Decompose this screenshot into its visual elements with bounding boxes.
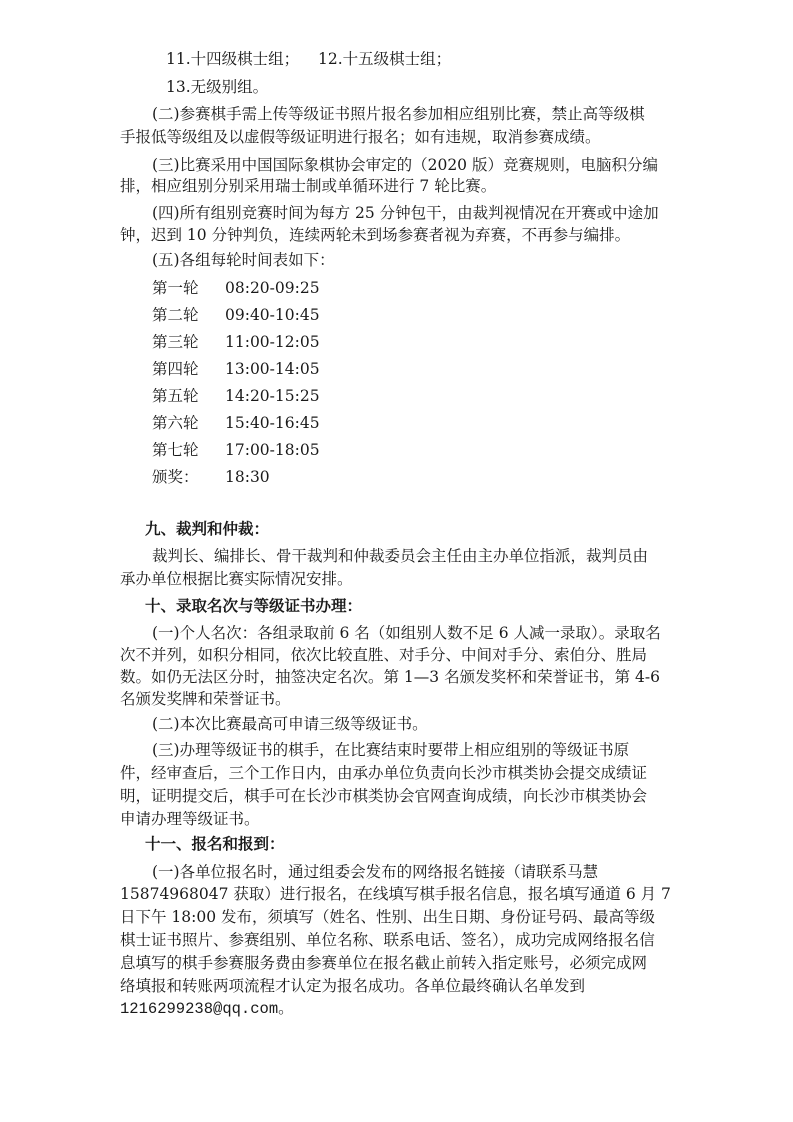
section-10-p3-line-3: 明，证明提交后，棋手可在长沙市棋类协会官网查询成绩，向长沙市棋类协会 — [120, 787, 648, 805]
schedule-round-label: 第一轮 — [152, 279, 199, 297]
schedule-round-label: 第四轮 — [152, 360, 199, 378]
section-10-heading: 十、录取名次与等级证书办理： — [145, 596, 363, 615]
section-11-heading: 十一、报名和报到： — [145, 834, 285, 853]
schedule-round-time: 11:00-12:05 — [225, 333, 320, 351]
rule-3-line-2: 排，相应组别分别采用瑞士制或单循环进行 7 轮比赛。 — [120, 177, 497, 195]
section-9-line-2: 承办单位根据比赛实际情况安排。 — [120, 570, 353, 588]
schedule-row — [152, 467, 270, 487]
group-item-12: 12.十五级棋士组； — [318, 50, 452, 68]
section-10-p1-line-4: 名颁发奖牌和荣誉证书。 — [120, 690, 291, 708]
schedule-row — [152, 440, 320, 460]
section-10-p1-line-1: (一)个人名次：各组录取前 6 名（如组别人数不足 6 人减一录取）。录取名 — [152, 624, 661, 642]
schedule-row — [152, 305, 320, 325]
rule-5-line-1: (五)各组每轮时间表如下： — [152, 251, 335, 269]
schedule-row — [152, 386, 320, 406]
section-10-p3-line-4: 申请办理等级证书。 — [120, 810, 260, 828]
schedule-round-time: 09:40-10:45 — [225, 306, 320, 324]
rule-4-line-1: (四)所有组别竞赛时间为每方 25 分钟包干，由裁判视情况在开赛或中途加 — [152, 204, 659, 222]
schedule-round-label: 第五轮 — [152, 387, 199, 405]
schedule-round-time: 15:40-16:45 — [225, 414, 320, 432]
section-11-p1-line-6: 络填报和转账两项流程才认定为报名成功。各单位最终确认名单发到 — [120, 977, 586, 995]
schedule-row — [152, 332, 320, 352]
section-11-p1-line-3: 日下午 18:00 发布，须填写（姓名、性别、出生日期、身份证号码、最高等级 — [120, 908, 656, 926]
section-11-p1-line-4: 棋士证书照片、参赛组别、单位名称、联系电话、签名），成功完成网络报名信 — [120, 931, 655, 949]
section-10-p1-line-2: 次不并列，如积分相同，依次比较直胜、对手分、中间对手分、索伯分、胜局 — [120, 646, 648, 664]
schedule-round-time: 17:00-18:05 — [225, 441, 320, 459]
schedule-row — [152, 278, 320, 298]
schedule-round-time: 13:00-14:05 — [225, 360, 320, 378]
section-10-p1-line-3: 数。如仍无法区分时，抽签决定名次。第 1—3 名颁发奖杯和荣誉证书，第 4-6 — [120, 668, 660, 686]
schedule-row — [152, 413, 320, 433]
schedule-row — [152, 359, 320, 379]
section-10-p3-line-2: 件，经审查后，三个工作日内，由承办单位负责向长沙市棋类协会提交成绩证 — [120, 764, 648, 782]
section-9-heading: 九、裁判和仲裁： — [145, 519, 270, 538]
section-10-p2-line-1: (二)本次比赛最高可申请三级等级证书。 — [152, 715, 428, 733]
section-11-p1-line-5: 息填写的棋手参赛服务费由参赛单位在报名截止前转入指定账号，必须完成网 — [120, 954, 648, 972]
schedule-round-time: 08:20-09:25 — [225, 279, 320, 297]
section-10-p3-line-1: (三)办理等级证书的棋手，在比赛结束时要带上相应组别的等级证书原 — [152, 741, 630, 759]
schedule-round-label: 第六轮 — [152, 414, 199, 432]
group-item-11: 11.十四级棋士组； — [166, 50, 300, 68]
rule-3-line-1: (三)比赛采用中国国际象棋协会审定的（2020 版）竞赛规则，电脑积分编 — [152, 156, 658, 174]
schedule-round-time: 14:20-15:25 — [225, 387, 320, 405]
schedule-round-label: 第七轮 — [152, 441, 199, 459]
section-9-line-1: 裁判长、编排长、骨干裁判和仲裁委员会主任由主办单位指派，裁判员由 — [152, 547, 649, 565]
schedule-round-label: 第二轮 — [152, 306, 199, 324]
group-item-13: 13.无级别组。 — [166, 78, 269, 96]
schedule-award-label: 颁奖： — [152, 468, 199, 486]
section-11-p1-line-2: 15874968047 获取）进行报名，在线填写棋手报名信息，报名填写通道 6 月 7 — [120, 885, 671, 903]
rule-2-line-1: (二)参赛棋手需上传等级证书照片报名参加相应组别比赛，禁止高等级棋 — [152, 105, 645, 123]
rule-4-line-2: 钟，迟到 10 分钟判负，连续两轮未到场参赛者视为弃赛，不再参与编排。 — [120, 226, 631, 244]
schedule-round-label: 第三轮 — [152, 333, 199, 351]
rule-2-line-2: 手报低等级组及以虚假等级证明进行报名；如有违规，取消参赛成绩。 — [120, 128, 601, 146]
schedule-award-time: 18:30 — [225, 468, 270, 486]
section-11-p1-line-1: (一)各单位报名时，通过组委会发布的网络报名链接（请联系马慧 — [152, 863, 599, 881]
contact-email: 1216299238@qq.com。 — [120, 1000, 294, 1018]
